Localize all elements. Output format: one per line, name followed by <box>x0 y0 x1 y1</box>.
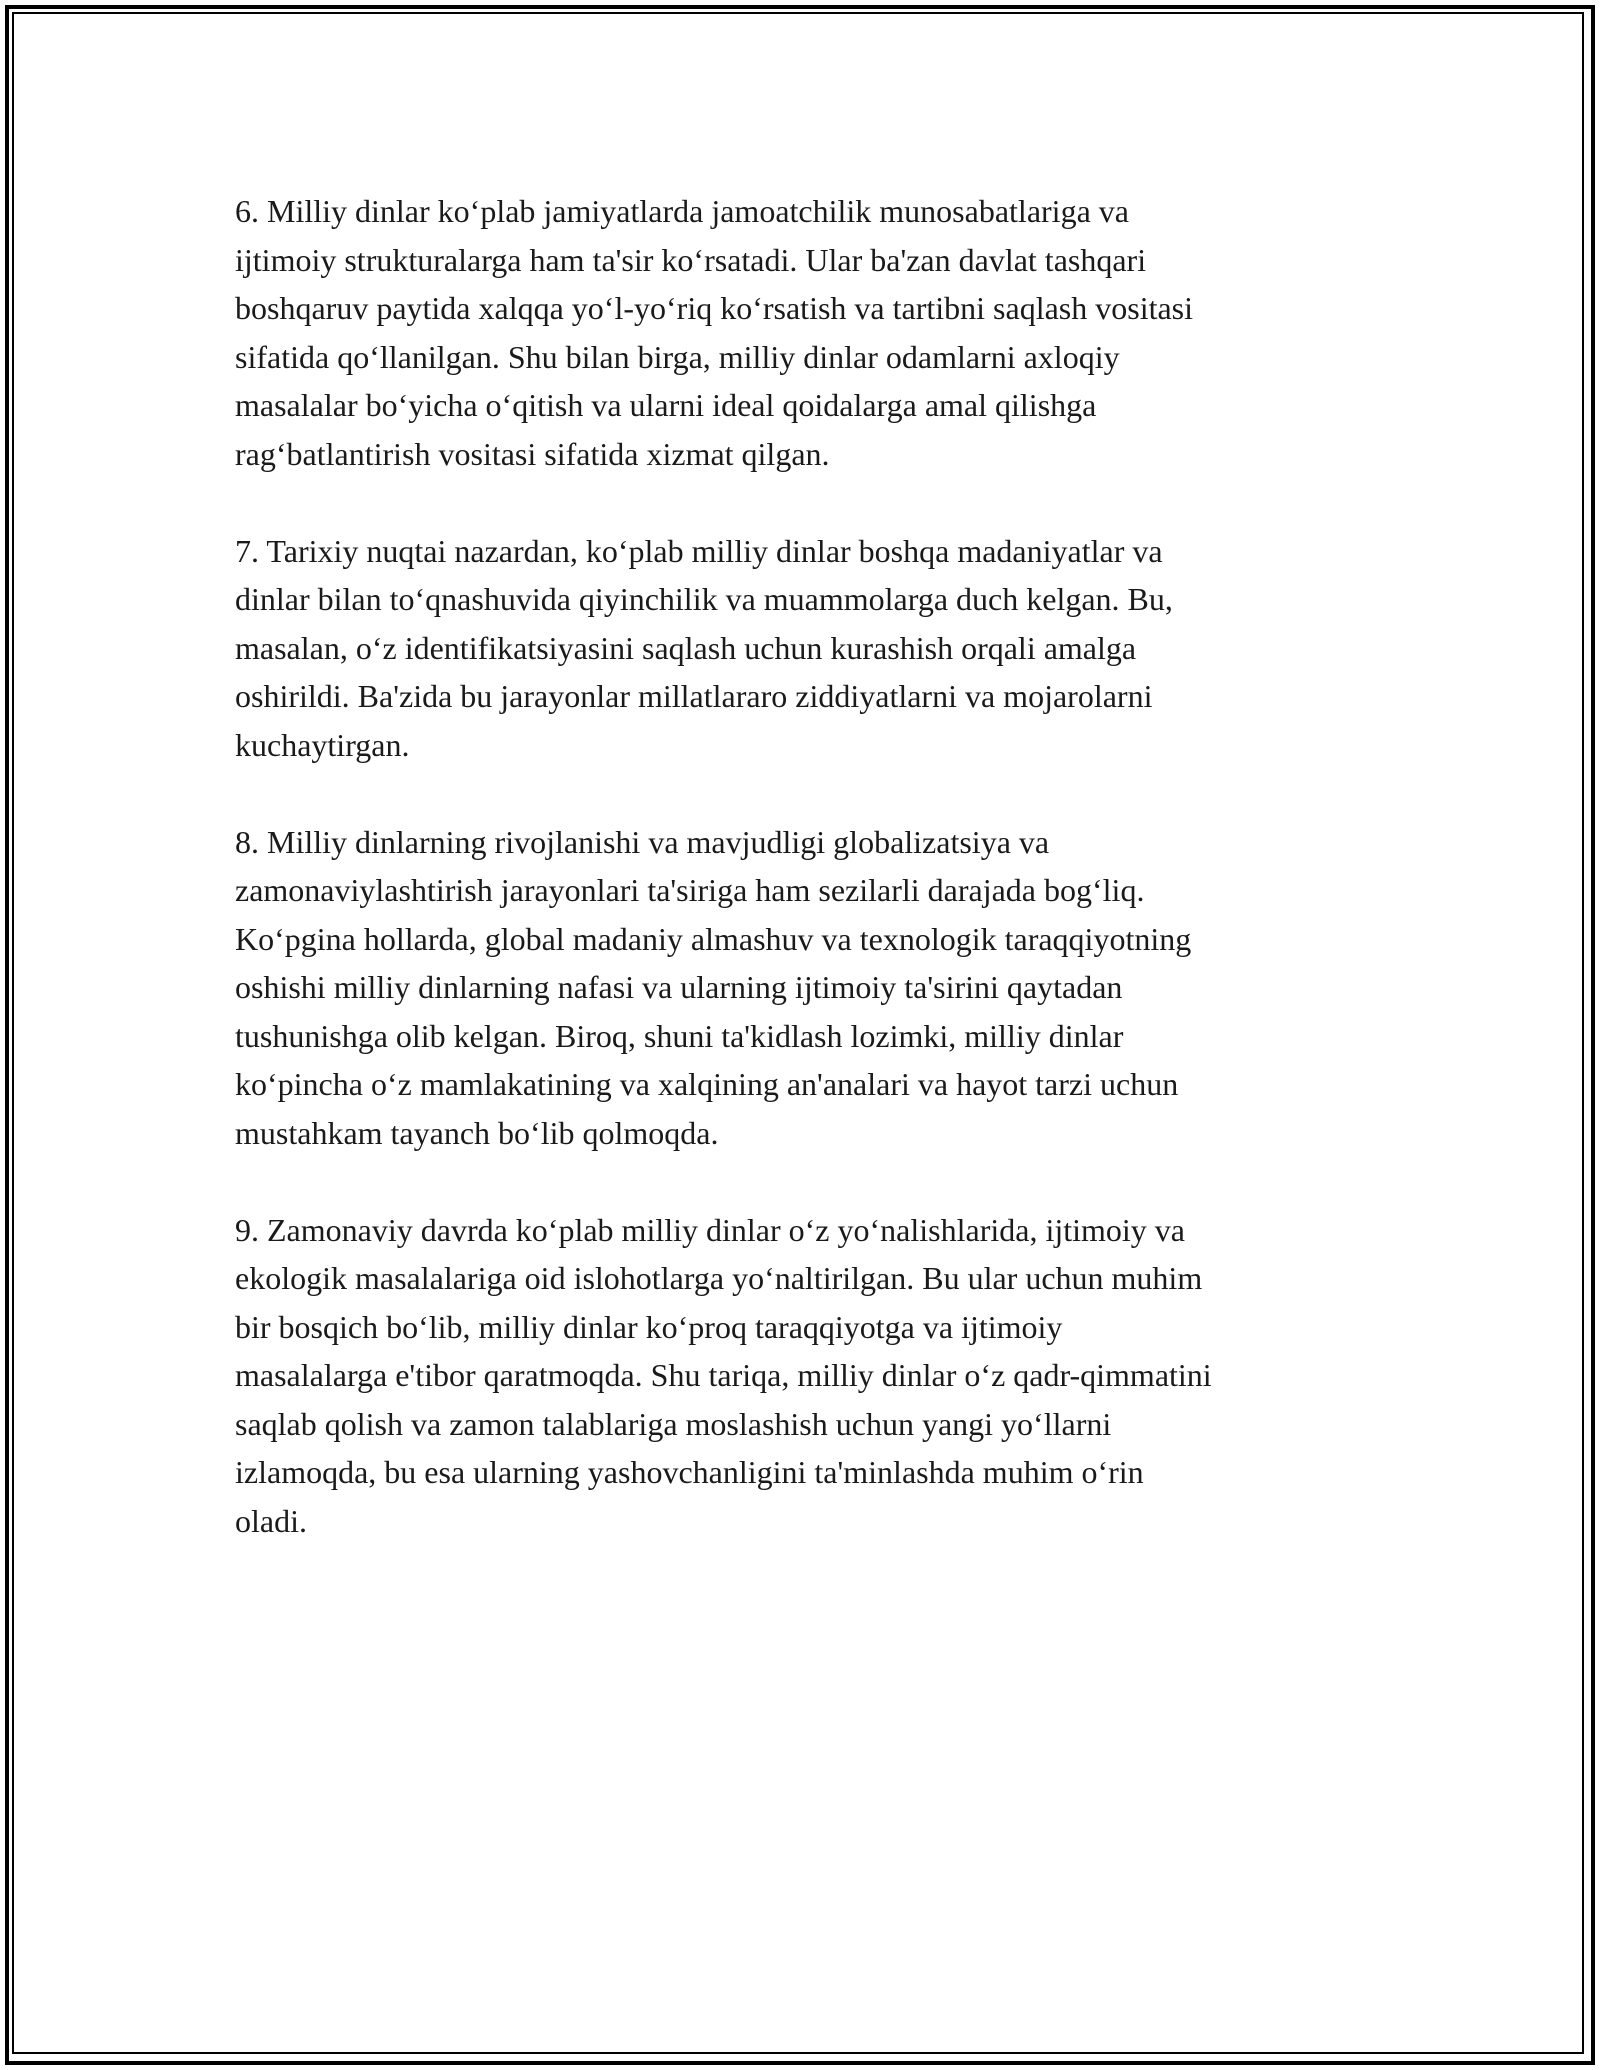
text-line: izlamoqda, bu esa ularning yashovchanligini ta'minlashda muhim o‘rin <box>235 1454 1144 1490</box>
text-line: ijtimoiy strukturalarga ham ta'sir ko‘rsatadi. Ular ba'zan davlat tashqari <box>235 241 1147 278</box>
paragraph-9 <box>235 1206 1365 1546</box>
text-line: 9. Zamonaviy davrda ko‘plab milliy dinlar o‘z yo‘nalishlarida, ijtimoiy va <box>235 1211 1185 1248</box>
text-line: oladi. <box>235 1502 307 1539</box>
text-line: bir bosqich bo‘lib, milliy dinlar ko‘proq taraqqiyotga va ijtimoiy <box>235 1308 1063 1345</box>
text-line: sifatida qo‘llanilgan. Shu bilan birga, milliy dinlar odamlarni axloqiy <box>235 338 1120 375</box>
text-line: dinlar bilan to‘qnashuvida qiyinchilik va muammolarga duch kelgan. Bu, <box>235 581 1173 617</box>
text-line: masalan, o‘z identifikatsiyasini saqlash uchun kurashish orqali amalga <box>235 629 1137 666</box>
text-line: ekologik masalalariga oid islohotlarga yo‘naltirilgan. Bu ular uchun muhim <box>235 1260 1203 1296</box>
text-line: ko‘pincha o‘z mamlakatining va xalqining an'analari va hayot tarzi uchun <box>235 1066 1179 1102</box>
text-line: mustahkam tayanch bo‘lib qolmoqda. <box>235 1114 719 1151</box>
text-line: 6. Milliy dinlar ko‘plab jamiyatlarda jamoatchilik munosabatlariga va <box>235 193 1129 229</box>
text-line: rag‘batlantirish vositasi sifatida xizmat qilgan. <box>235 435 830 472</box>
paragraph-6 <box>235 187 1365 478</box>
paragraph-7 <box>235 527 1365 770</box>
text-line: masalalar bo‘yicha o‘qitish va ularni ideal qoidalarga amal qilishga <box>235 387 1097 423</box>
text-line: Ko‘pgina hollarda, global madaniy almashuv va texnologik taraqqiyotning <box>235 920 1192 957</box>
text-line: tushunishga olib kelgan. Biroq, shuni ta'kidlash lozimki, milliy dinlar <box>235 1017 1124 1054</box>
text-line: oshirildi. Ba'zida bu jarayonlar millatlararo ziddiyatlarni va mojarolarni <box>235 678 1153 714</box>
text-line: oshishi milliy dinlarning nafasi va ularning ijtimoiy ta'sirini qaytadan <box>235 969 1123 1005</box>
text-line: boshqaruv paytida xalqqa yo‘l-yo‘riq ko‘rsatish va tartibni saqlash vositasi <box>235 290 1194 326</box>
text-line: saqlab qolish va zamon talablariga moslashish uchun yangi yo‘llarni <box>235 1405 1112 1442</box>
text-line: kuchaytirgan. <box>235 726 410 763</box>
text-line: zamonaviylashtirish jarayonlari ta'siriga ham sezilarli darajada bog‘liq. <box>235 872 1145 908</box>
document-body <box>235 187 1365 1594</box>
paragraph-8 <box>235 818 1365 1158</box>
text-line: 7. Tarixiy nuqtai nazardan, ko‘plab milliy dinlar boshqa madaniyatlar va <box>235 532 1163 569</box>
text-line: masalalarga e'tibor qaratmoqda. Shu tariqa, milliy dinlar o‘z qadr-qimmatini <box>235 1357 1212 1393</box>
text-line: 8. Milliy dinlarning rivojlanishi va mavjudligi globalizatsiya va <box>235 823 1050 860</box>
